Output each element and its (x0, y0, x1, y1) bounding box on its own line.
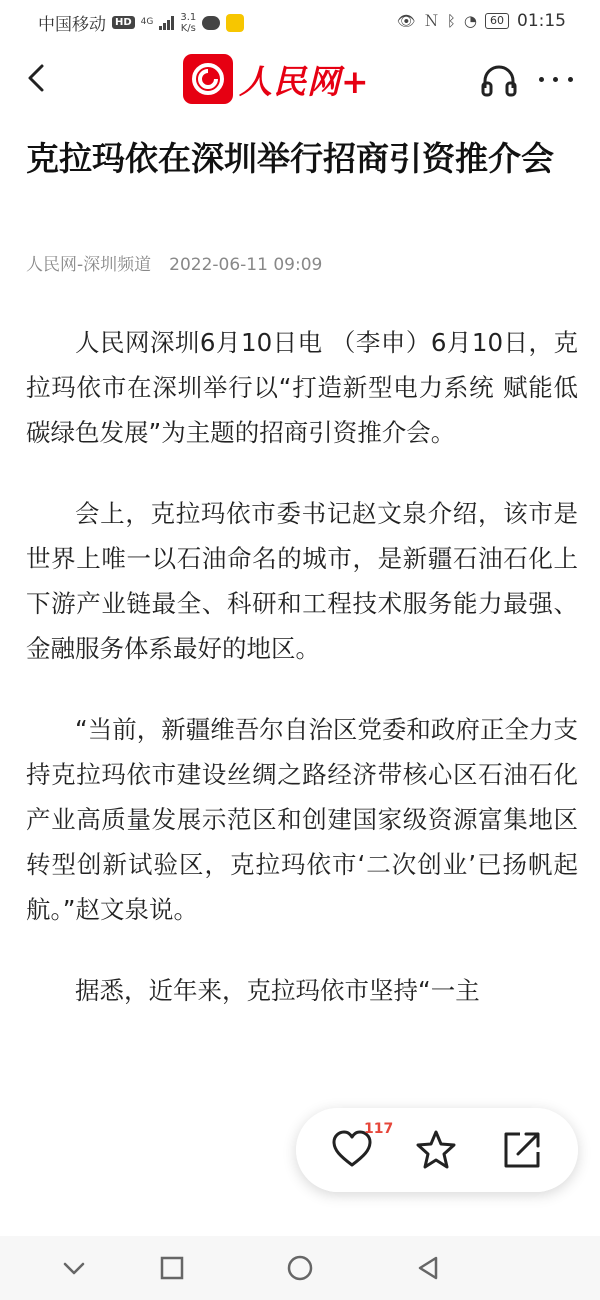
share-button[interactable] (500, 1128, 544, 1172)
app-logo (183, 54, 370, 104)
signal-icon (159, 16, 174, 30)
circle-icon (286, 1254, 314, 1282)
article-paragraph: “当前，新疆维吾尔自治区党委和政府正全力支持克拉玛依市建设丝绸之路经济带核心区石油石化产业高质量发展示范区和创建国家级资源富集地区转型创新试验区，克拉玛依市‘二次创业’已扬帆起航。”赵文泉说。 (26, 715, 578, 924)
article-body (26, 320, 578, 1049)
back-arrow-icon (18, 58, 58, 98)
favorite-button[interactable] (414, 1128, 458, 1172)
system-nav-bar (0, 1236, 600, 1300)
status-bar (0, 0, 600, 44)
article-paragraph: 据悉，近年来，克拉玛依市坚持“一主 (75, 976, 480, 1005)
more-button[interactable] (534, 62, 578, 96)
status-left (38, 10, 244, 35)
speed-value: 3.1 (180, 11, 197, 23)
like-count: 117 (364, 1121, 394, 1137)
star-icon (414, 1128, 458, 1172)
hd-badge: HD (112, 16, 135, 29)
top-nav-bar (0, 44, 600, 116)
chat-notification-icon (202, 16, 220, 30)
clock: 01:15 (517, 10, 566, 31)
bluetooth-icon: ᛒ (446, 11, 456, 30)
bottom-fade (0, 1196, 600, 1236)
chevron-down-icon (60, 1254, 88, 1282)
status-right (397, 10, 566, 31)
back-nav-button[interactable] (414, 1254, 442, 1282)
home-button[interactable] (286, 1254, 314, 1282)
carrier-name: 中国移动 (38, 15, 106, 35)
more-icon (534, 77, 578, 82)
battery-icon: 60 (485, 13, 509, 29)
share-icon (500, 1128, 544, 1172)
triangle-back-icon (414, 1254, 442, 1282)
logo-text: 人民网+ (239, 61, 370, 101)
recents-button[interactable] (158, 1254, 186, 1282)
listen-button[interactable] (478, 60, 520, 100)
network-speed (180, 12, 196, 34)
square-icon (158, 1254, 186, 1282)
eye-icon: 👁 (396, 11, 416, 30)
speed-unit: K/s (180, 22, 196, 34)
article-actions-bar (296, 1108, 578, 1192)
network-type: 4G (140, 17, 154, 27)
headphones-icon (478, 60, 520, 100)
article-datetime: 2022-06-11 09:09 (169, 255, 323, 275)
article-source[interactable]: 人民网-深圳频道 (26, 255, 152, 275)
speedometer-icon: ◔ (463, 11, 477, 30)
collapse-button[interactable] (60, 1254, 88, 1282)
app-notification-icon (226, 14, 244, 32)
nfc-icon: Ｎ (423, 12, 439, 30)
article-meta (26, 250, 322, 275)
logo-mark-icon (183, 54, 233, 104)
back-button[interactable] (18, 58, 58, 98)
article-paragraph: 人民网深圳6月10日电 （李申）6月10日，克拉玛依市在深圳举行以“打造新型电力系统 赋能低碳绿色发展”为主题的招商引资推介会。 (26, 328, 578, 447)
article-paragraph: 会上，克拉玛依市委书记赵文泉介绍，该市是世界上唯一以石油命名的城市，是新疆石油石化上下游产业链最全、科研和工程技术服务能力最强、金融服务体系最好的地区。 (26, 499, 578, 663)
article-title: 克拉玛依在深圳举行招商引资推介会 (26, 139, 554, 178)
